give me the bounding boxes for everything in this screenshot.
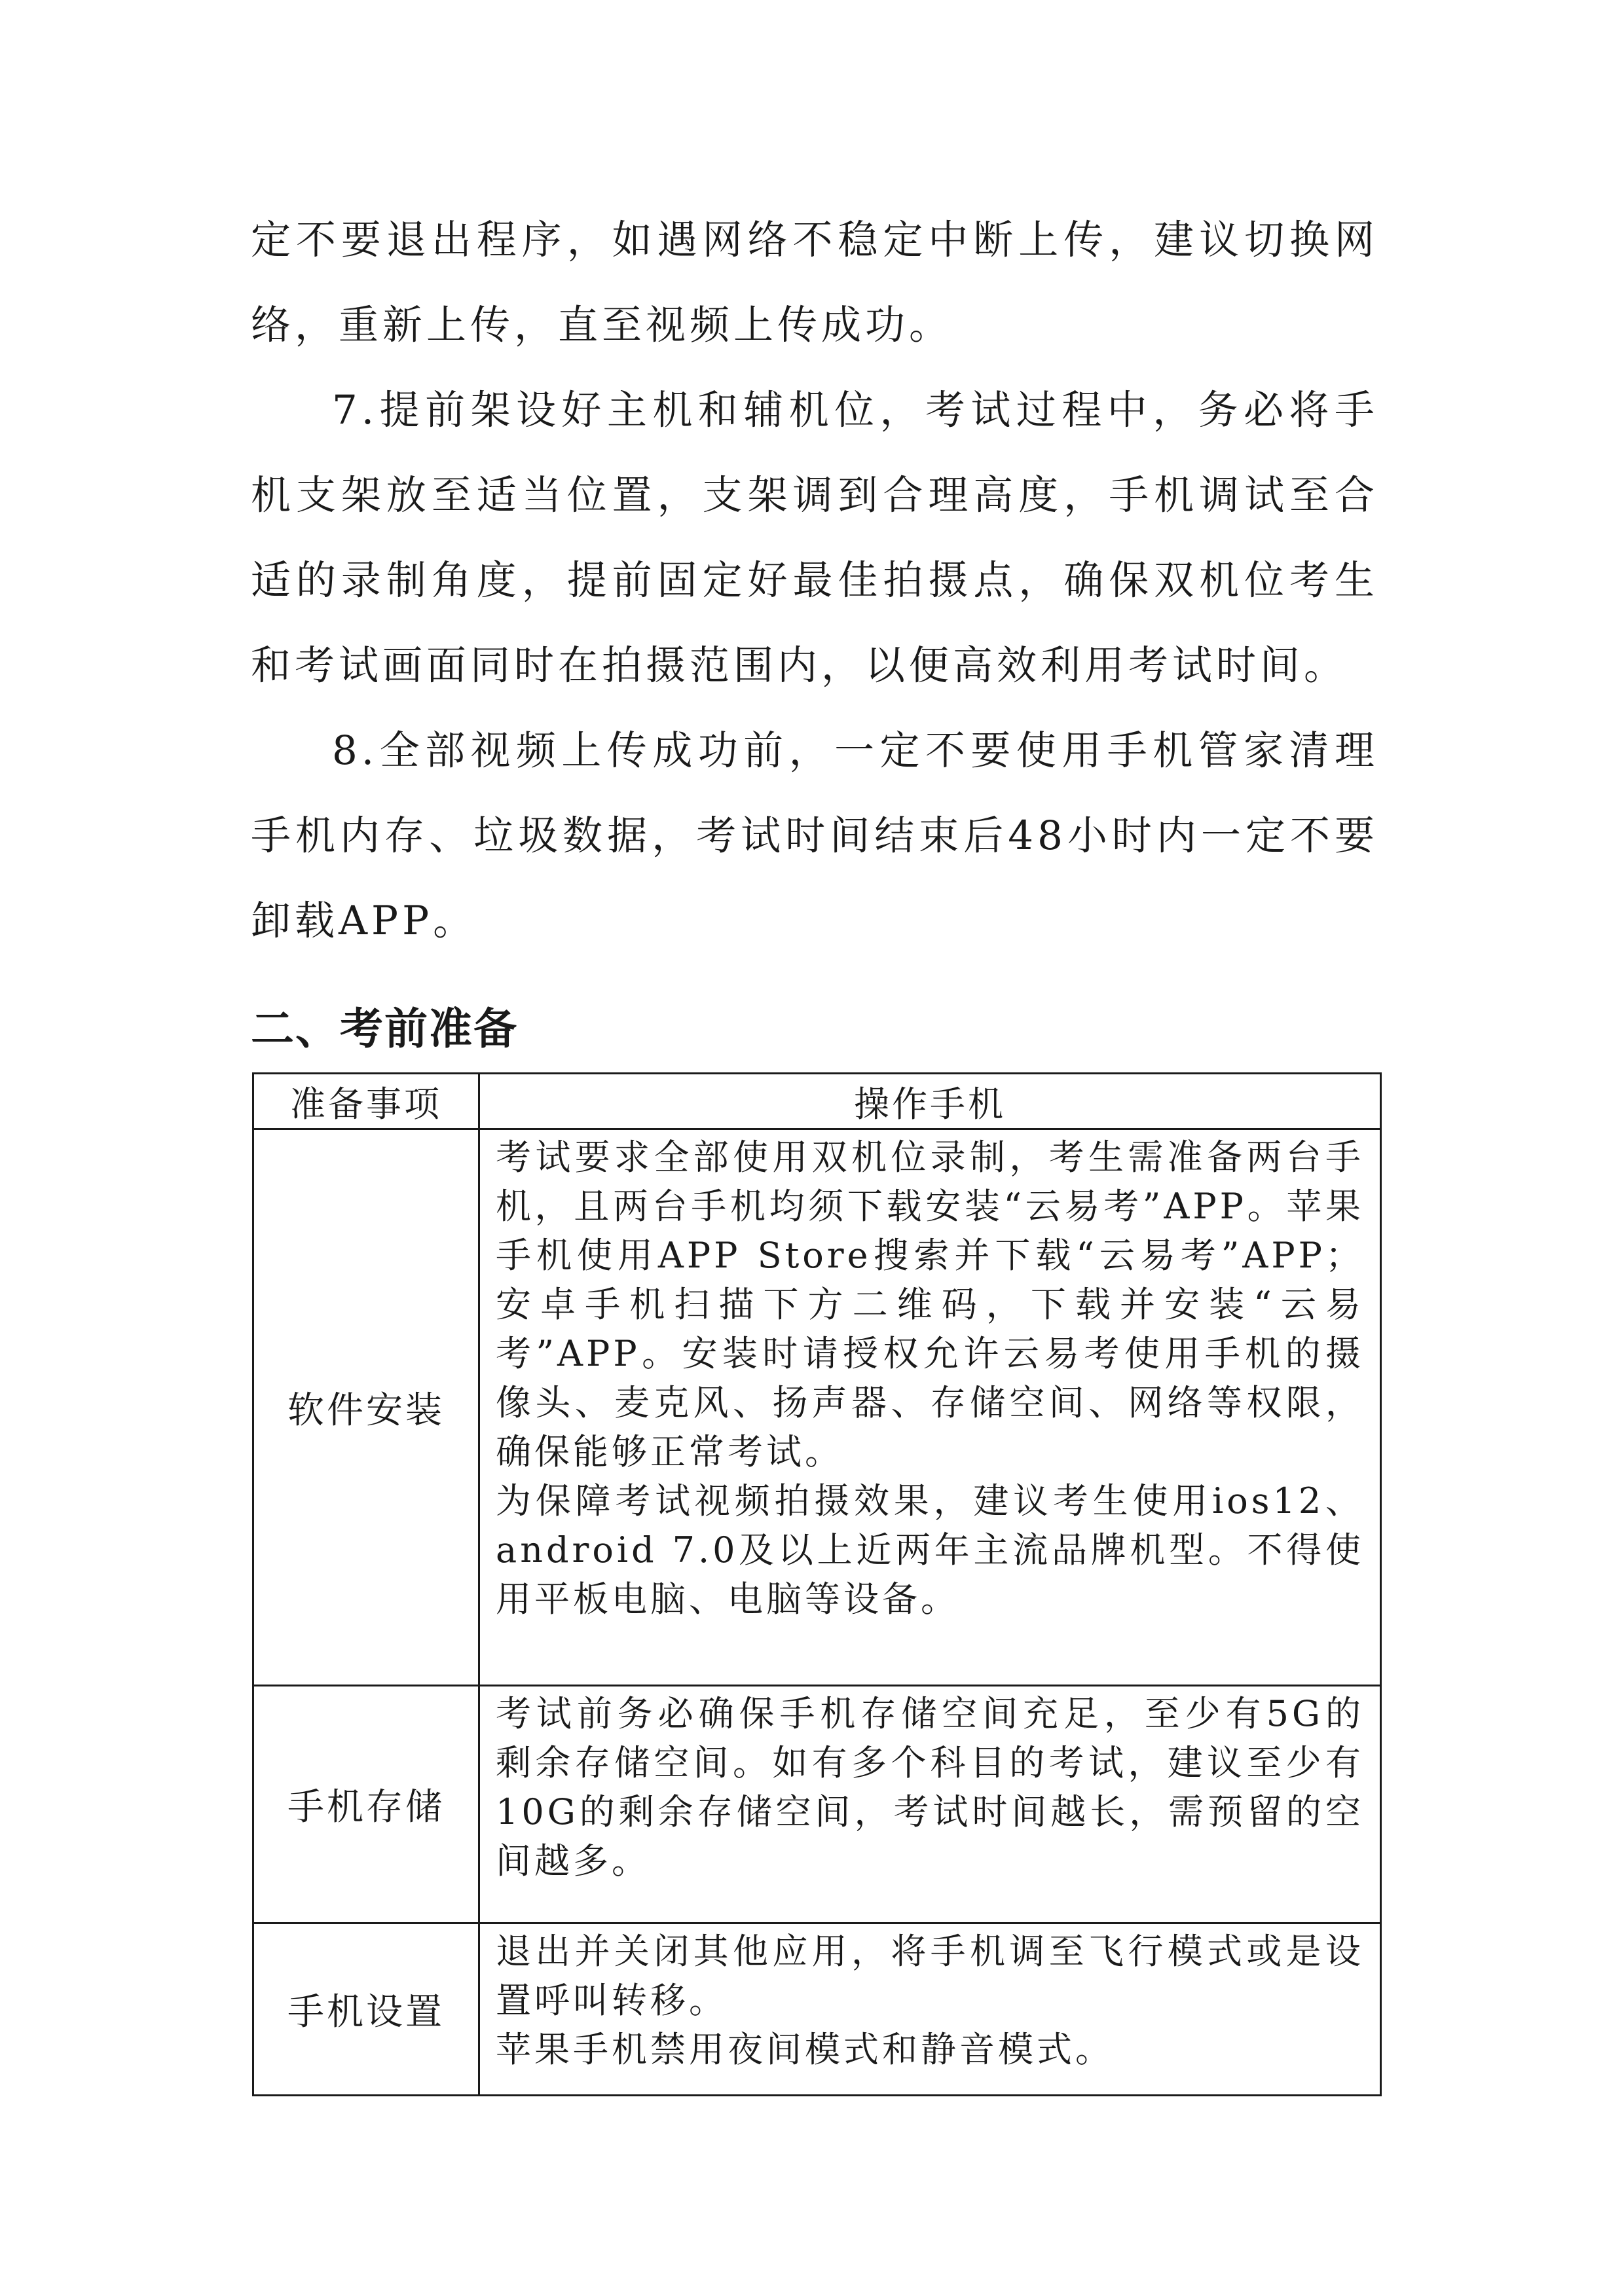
table-header-row — [253, 1074, 1381, 1129]
row-label-phone-storage: 手机存储 — [253, 1686, 479, 1923]
row-label-phone-settings: 手机设置 — [253, 1923, 479, 2096]
row-content-software-install — [479, 1129, 1381, 1686]
paragraph-item-8: 8.全部视频上传成功前，一定不要使用手机管家清理手机内存、垃圾数据，考试时间结束后48小时内一定不要卸载APP。 — [251, 727, 1378, 944]
cell-paragraph: 为保障考试视频拍摄效果，建议考生使用ios12、android 7.0及以上近两年主流品牌机型。不得使用平板电脑、电脑等设备。 — [496, 1480, 1364, 1620]
row-content-phone-settings — [479, 1923, 1381, 2096]
table-header-operation: 操作手机 — [479, 1074, 1381, 1129]
paragraph-item-7: 7.提前架设好主机和辅机位，考试过程中，务必将手机支架放至适当位置，支架调到合理高度，手机调试至合适的录制角度，提前固定好最佳拍摄点，确保双机位考生和考试画面同时在拍摄范围内，以便高效利用考试时间。 — [251, 387, 1378, 689]
table-row — [253, 1129, 1381, 1686]
cell-paragraph: 考试前务必确保手机存储空间充足，至少有5G的剩余存储空间。如有多个科目的考试，建议至少有10G的剩余存储空间，考试时间越长，需预留的空间越多。 — [496, 1693, 1364, 1882]
table-header-item: 准备事项 — [253, 1074, 479, 1129]
section-title: 二、考前准备 — [251, 1004, 518, 1054]
row-content-phone-storage — [479, 1686, 1381, 1923]
preparation-table — [252, 1072, 1382, 2096]
paragraph-upload-note: 定不要退出程序，如遇网络不稳定中断上传，建议切换网络，重新上传，直至视频上传成功。 — [251, 217, 1378, 348]
cell-paragraph: 考试要求全部使用双机位录制，考生需准备两台手机，且两台手机均须下载安装“云易考”APP。苹果手机使用APP Store搜索并下载“云易考”APP；安卓手机扫描下方二维码，下载并安装“云易考”APP。安装时请授权允许云易考使用手机的摄像头、麦克风、扬声器、存储空间、网络等权限，确保能够正常考试。 — [496, 1137, 1364, 1472]
cell-paragraph: 苹果手机禁用夜间模式和静音模式。 — [496, 2029, 1114, 2070]
cell-paragraph: 退出并关闭其他应用，将手机调至飞行模式或是设置呼叫转移。 — [496, 1931, 1364, 2021]
row-label-software-install: 软件安装 — [253, 1129, 479, 1686]
table-row — [253, 1686, 1381, 1923]
table-row — [253, 1923, 1381, 2096]
